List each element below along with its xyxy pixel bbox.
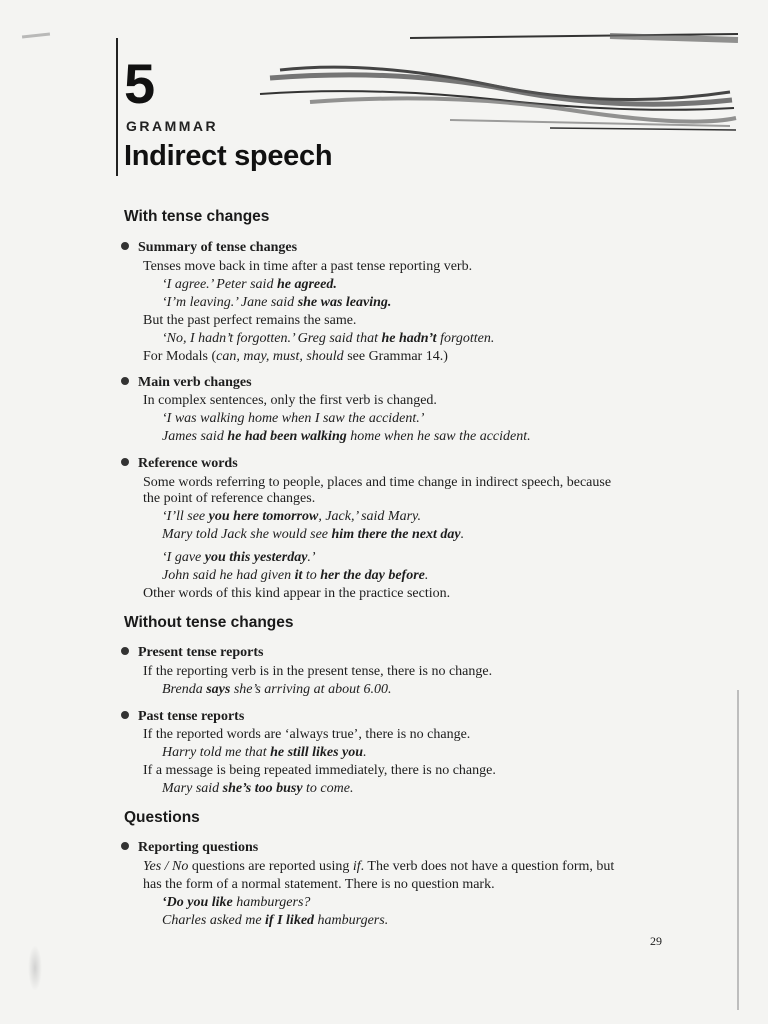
explanation-line: Tenses move back in time after a past tense reporting verb.	[143, 259, 473, 274]
topic-title: Main verb changes	[121, 374, 252, 392]
explanation-line: If the reported words are ‘always true’, there is no change.	[143, 727, 471, 742]
explanation-line: Some words referring to people, places and time change in indirect speech, because	[143, 475, 612, 490]
bullet-icon	[121, 842, 129, 850]
scan-mark	[22, 33, 50, 39]
explanation-line: has the form of a normal statement. There is no question mark.	[143, 877, 495, 892]
header-swirl-decoration	[250, 30, 740, 140]
example-line: ‘I’ll see you here tomorrow, Jack,’ said Mary.	[162, 509, 421, 524]
example-line: James said he had been walking home when he saw the accident.	[162, 429, 531, 444]
bullet-icon	[121, 242, 129, 250]
section-heading: With tense changes	[124, 208, 270, 225]
explanation-line: But the past perfect remains the same.	[143, 313, 357, 328]
explanation-line: For Modals (can, may, must, should see Grammar 14.)	[143, 349, 448, 364]
example-line: Harry told me that he still likes you.	[162, 745, 367, 760]
example-line: ‘Do you like hamburgers?	[162, 895, 311, 910]
example-line: ‘I agree.’ Peter said he agreed.	[162, 277, 337, 292]
bullet-icon	[121, 458, 129, 466]
example-line: ‘I gave you this yesterday.’	[162, 550, 316, 565]
explanation-line: If the reporting verb is in the present tense, there is no change.	[143, 664, 493, 679]
explanation-line: Yes / No questions are reported using if. The verb does not have a question form, but	[143, 859, 615, 874]
explanation-line: If a message is being repeated immediately, there is no change.	[143, 763, 496, 778]
bullet-icon	[121, 647, 129, 655]
topic-title: Past tense reports	[121, 708, 244, 726]
section-heading: Without tense changes	[124, 614, 294, 631]
chapter-divider	[116, 38, 118, 176]
topic-title: Reference words	[121, 455, 238, 473]
section-heading: Questions	[124, 809, 200, 826]
scan-edge-line	[737, 690, 739, 1010]
explanation-line: In complex sentences, only the first verb is changed.	[143, 393, 437, 408]
example-line: ‘I’m leaving.’ Jane said she was leaving.	[162, 295, 392, 310]
topic-title: Present tense reports	[121, 644, 263, 662]
page-title: Indirect speech	[124, 140, 333, 172]
topic-title: Reporting questions	[121, 839, 258, 857]
page-number: 29	[650, 934, 662, 948]
example-line: Mary told Jack she would see him there the next day.	[162, 527, 465, 542]
example-line: John said he had given it to her the day before.	[162, 568, 429, 583]
example-line: Charles asked me if I liked hamburgers.	[162, 913, 389, 928]
example-line: Mary said she’s too busy to come.	[162, 781, 354, 796]
example-line: Brenda says she’s arriving at about 6.00.	[162, 682, 392, 697]
chapter-number: 5	[124, 52, 156, 115]
explanation-line: Other words of this kind appear in the practice section.	[143, 586, 451, 601]
topic-title: Summary of tense changes	[121, 239, 297, 257]
example-line: ‘I was walking home when I saw the accident.’	[162, 411, 425, 426]
explanation-line: the point of reference changes.	[143, 491, 316, 506]
scan-smudge	[28, 945, 42, 991]
bullet-icon	[121, 377, 129, 385]
example-line: ‘No, I hadn’t forgotten.’ Greg said that he hadn’t forgotten.	[162, 331, 495, 346]
section-label: GRAMMAR	[126, 118, 219, 134]
bullet-icon	[121, 711, 129, 719]
